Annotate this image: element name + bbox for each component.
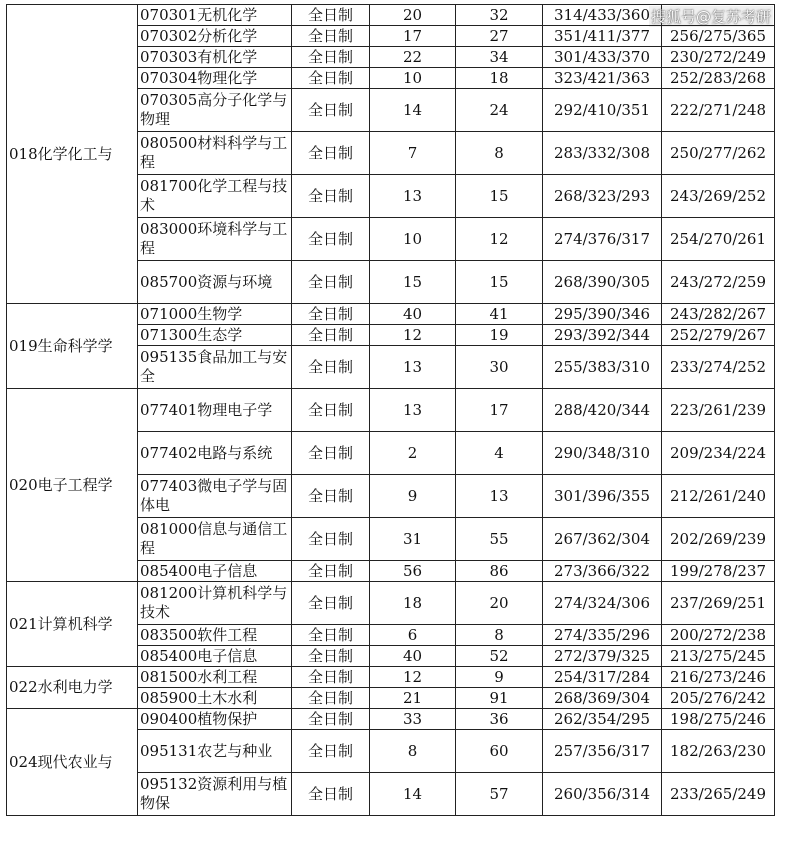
plan-count-cell: 10: [370, 218, 456, 261]
major-cell: 070303有机化学: [138, 47, 292, 68]
plan-count-cell: 10: [370, 68, 456, 89]
study-mode-cell: 全日制: [292, 518, 370, 561]
score-range-cell: 323/421/363: [543, 68, 662, 89]
table-row: [7, 582, 775, 625]
score-range-cell: 274/376/317: [543, 218, 662, 261]
study-mode-cell: 全日制: [292, 132, 370, 175]
study-mode-cell: 全日制: [292, 561, 370, 582]
score-range-cell: 301/396/355: [543, 475, 662, 518]
score-range-cell: 260/356/314: [543, 773, 662, 816]
plan-count-cell: 20: [370, 5, 456, 26]
plan-count-cell: 12: [370, 667, 456, 688]
admitted-count-cell: 12: [456, 218, 543, 261]
admitted-count-cell: 24: [456, 89, 543, 132]
plan-count-cell: 13: [370, 175, 456, 218]
score-range-cell: 199/278/237: [662, 561, 775, 582]
admitted-count-cell: 8: [456, 132, 543, 175]
score-range-cell: 273/366/322: [543, 561, 662, 582]
score-range-cell: 198/275/246: [662, 709, 775, 730]
score-range-cell: 268/323/293: [543, 175, 662, 218]
score-range-cell: 202/269/239: [662, 518, 775, 561]
score-range-cell: 283/332/308: [543, 132, 662, 175]
plan-count-cell: 33: [370, 709, 456, 730]
plan-count-cell: 40: [370, 304, 456, 325]
study-mode-cell: 全日制: [292, 261, 370, 304]
score-range-cell: 290/348/310: [543, 432, 662, 475]
plan-count-cell: 12: [370, 325, 456, 346]
score-range-cell: 243/269/252: [662, 175, 775, 218]
plan-count-cell: 2: [370, 432, 456, 475]
score-range-cell: 233/274/252: [662, 346, 775, 389]
plan-count-cell: 31: [370, 518, 456, 561]
plan-count-cell: 22: [370, 47, 456, 68]
major-cell: 083000环境科学与工程: [138, 218, 292, 261]
plan-count-cell: 13: [370, 389, 456, 432]
admitted-count-cell: 91: [456, 688, 543, 709]
major-cell: 085400电子信息: [138, 561, 292, 582]
major-cell: 070305高分子化学与物理: [138, 89, 292, 132]
score-range-cell: 295/390/346: [543, 304, 662, 325]
study-mode-cell: 全日制: [292, 475, 370, 518]
score-range-cell: 293/392/344: [543, 325, 662, 346]
table-row: [7, 709, 775, 730]
admitted-count-cell: 13: [456, 475, 543, 518]
major-cell: 085900土木水利: [138, 688, 292, 709]
plan-count-cell: 14: [370, 773, 456, 816]
major-cell: 081000信息与通信工程: [138, 518, 292, 561]
study-mode-cell: 全日制: [292, 646, 370, 667]
college-cell: 020电子工程学: [7, 389, 138, 582]
score-range-cell: 301/433/370: [543, 47, 662, 68]
admitted-count-cell: 86: [456, 561, 543, 582]
score-range-cell: 288/420/344: [543, 389, 662, 432]
college-cell: 022水利电力学: [7, 667, 138, 709]
study-mode-cell: 全日制: [292, 432, 370, 475]
admissions-table: [6, 4, 775, 816]
college-cell: 018化学化工与: [7, 5, 138, 304]
admitted-count-cell: 27: [456, 26, 543, 47]
admitted-count-cell: 57: [456, 773, 543, 816]
college-cell: 024现代农业与: [7, 709, 138, 816]
score-range-cell: 243/282/267: [662, 304, 775, 325]
study-mode-cell: 全日制: [292, 47, 370, 68]
admitted-count-cell: 4: [456, 432, 543, 475]
admitted-count-cell: 41: [456, 304, 543, 325]
score-range-cell: 212/261/240: [662, 475, 775, 518]
major-cell: 080500材料科学与工程: [138, 132, 292, 175]
study-mode-cell: 全日制: [292, 175, 370, 218]
major-cell: 070304物理化学: [138, 68, 292, 89]
major-cell: 077403微电子学与固体电: [138, 475, 292, 518]
major-cell: 085700资源与环境: [138, 261, 292, 304]
plan-count-cell: 7: [370, 132, 456, 175]
admitted-count-cell: 60: [456, 730, 543, 773]
admitted-count-cell: 32: [456, 5, 543, 26]
plan-count-cell: 6: [370, 625, 456, 646]
score-range-cell: 351/411/377: [543, 26, 662, 47]
major-cell: 095131农艺与种业: [138, 730, 292, 773]
table-body: [7, 5, 775, 816]
admitted-count-cell: 18: [456, 68, 543, 89]
study-mode-cell: 全日制: [292, 325, 370, 346]
major-cell: 081700化学工程与技术: [138, 175, 292, 218]
admitted-count-cell: 15: [456, 175, 543, 218]
admitted-count-cell: 20: [456, 582, 543, 625]
admitted-count-cell: 19: [456, 325, 543, 346]
watermark: 搜狐号@复苏考研: [650, 8, 771, 26]
major-cell: 095135食品加工与安全: [138, 346, 292, 389]
study-mode-cell: 全日制: [292, 582, 370, 625]
major-cell: 083500软件工程: [138, 625, 292, 646]
plan-count-cell: 8: [370, 730, 456, 773]
study-mode-cell: 全日制: [292, 730, 370, 773]
major-cell: 070302分析化学: [138, 26, 292, 47]
study-mode-cell: 全日制: [292, 667, 370, 688]
study-mode-cell: 全日制: [292, 218, 370, 261]
score-range-cell: 267/362/304: [543, 518, 662, 561]
major-cell: 095132资源利用与植物保: [138, 773, 292, 816]
score-range-cell: 243/272/259: [662, 261, 775, 304]
score-range-cell: 209/234/224: [662, 432, 775, 475]
admitted-count-cell: 55: [456, 518, 543, 561]
plan-count-cell: 40: [370, 646, 456, 667]
college-cell: 021计算机科学: [7, 582, 138, 667]
admitted-count-cell: 36: [456, 709, 543, 730]
score-range-cell: 205/276/242: [662, 688, 775, 709]
score-range-cell: 272/379/325: [543, 646, 662, 667]
college-cell: 019生命科学学: [7, 304, 138, 389]
major-cell: 071300生态学: [138, 325, 292, 346]
admitted-count-cell: 15: [456, 261, 543, 304]
plan-count-cell: 21: [370, 688, 456, 709]
plan-count-cell: 56: [370, 561, 456, 582]
major-cell: 081500水利工程: [138, 667, 292, 688]
table-row: [7, 304, 775, 325]
admitted-count-cell: 9: [456, 667, 543, 688]
score-range-cell: 233/265/249: [662, 773, 775, 816]
score-range-cell: 230/272/249: [662, 47, 775, 68]
score-range-cell: 254/270/261: [662, 218, 775, 261]
score-range-cell: 274/324/306: [543, 582, 662, 625]
score-range-cell: 255/383/310: [543, 346, 662, 389]
score-range-cell: 213/275/245: [662, 646, 775, 667]
admitted-count-cell: 34: [456, 47, 543, 68]
major-cell: 070301无机化学: [138, 5, 292, 26]
score-range-cell: 223/261/239: [662, 389, 775, 432]
score-range-cell: 254/317/284: [543, 667, 662, 688]
major-cell: 081200计算机科学与技术: [138, 582, 292, 625]
study-mode-cell: 全日制: [292, 346, 370, 389]
score-range-cell: 256/275/365: [662, 26, 775, 47]
score-range-cell: 314/433/360: [543, 5, 662, 26]
study-mode-cell: 全日制: [292, 389, 370, 432]
study-mode-cell: 全日制: [292, 773, 370, 816]
study-mode-cell: 全日制: [292, 26, 370, 47]
major-cell: 077401物理电子学: [138, 389, 292, 432]
score-range-cell: 262/354/295: [543, 709, 662, 730]
plan-count-cell: 18: [370, 582, 456, 625]
study-mode-cell: 全日制: [292, 304, 370, 325]
study-mode-cell: 全日制: [292, 688, 370, 709]
plan-count-cell: 14: [370, 89, 456, 132]
study-mode-cell: 全日制: [292, 89, 370, 132]
admitted-count-cell: 8: [456, 625, 543, 646]
score-range-cell: 257/356/317: [543, 730, 662, 773]
score-range-cell: 268/390/305: [543, 261, 662, 304]
plan-count-cell: 13: [370, 346, 456, 389]
score-range-cell: 268/369/304: [543, 688, 662, 709]
score-range-cell: 237/269/251: [662, 582, 775, 625]
score-range-cell: 274/335/296: [543, 625, 662, 646]
score-range-cell: 250/277/262: [662, 132, 775, 175]
table-row: [7, 667, 775, 688]
admitted-count-cell: 52: [456, 646, 543, 667]
plan-count-cell: 15: [370, 261, 456, 304]
study-mode-cell: 全日制: [292, 709, 370, 730]
plan-count-cell: 9: [370, 475, 456, 518]
major-cell: 077402电路与系统: [138, 432, 292, 475]
study-mode-cell: 全日制: [292, 5, 370, 26]
major-cell: 085400电子信息: [138, 646, 292, 667]
score-range-cell: 182/263/230: [662, 730, 775, 773]
score-range-cell: 222/271/248: [662, 89, 775, 132]
study-mode-cell: 全日制: [292, 68, 370, 89]
score-range-cell: 200/272/238: [662, 625, 775, 646]
score-range-cell: 292/410/351: [543, 89, 662, 132]
score-range-cell: 252/279/267: [662, 325, 775, 346]
study-mode-cell: 全日制: [292, 625, 370, 646]
plan-count-cell: 17: [370, 26, 456, 47]
admitted-count-cell: 17: [456, 389, 543, 432]
major-cell: 071000生物学: [138, 304, 292, 325]
table-row: [7, 389, 775, 432]
admitted-count-cell: 30: [456, 346, 543, 389]
score-range-cell: 216/273/246: [662, 667, 775, 688]
score-range-cell: 252/283/268: [662, 68, 775, 89]
major-cell: 090400植物保护: [138, 709, 292, 730]
